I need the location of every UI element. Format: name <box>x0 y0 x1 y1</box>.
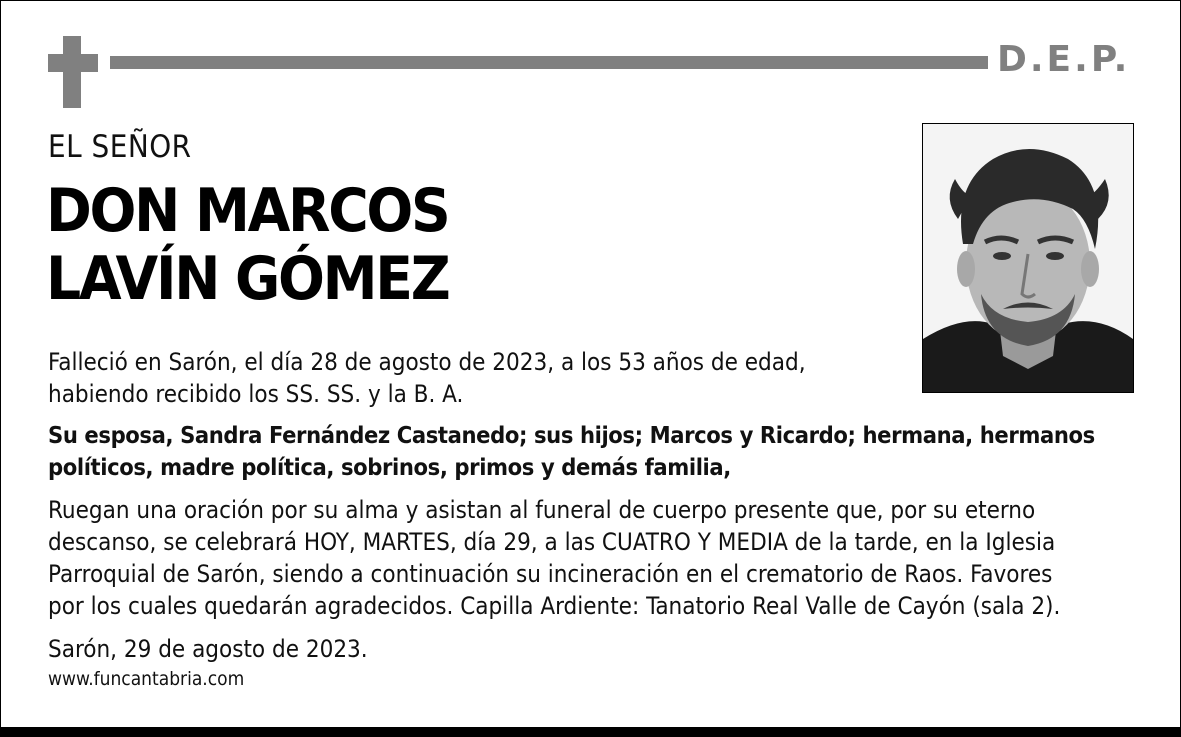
cross-icon <box>63 36 81 108</box>
request-line: por los cuales quedarán agradecidos. Capilla Ardiente: Tanatorio Real Valle de Cayón (sala 2). <box>48 592 1061 620</box>
name-line-2: LAVÍN GÓMEZ <box>46 244 449 314</box>
portrait-photo <box>922 123 1134 393</box>
deceased-name <box>46 177 449 313</box>
request-line: Parroquial de Sarón, siendo a continuación su incineración en el crematorio de Raos. Favores <box>48 560 1053 588</box>
website-link[interactable]: www.funcantabria.com <box>48 668 245 690</box>
dep-label: D.E.P. <box>997 39 1131 80</box>
funeral-request <box>48 494 1060 622</box>
name-line-1: DON MARCOS <box>46 176 449 246</box>
death-info <box>48 346 806 410</box>
cross-icon-bar <box>48 54 98 72</box>
death-info-line: Falleció en Sarón, el día 28 de agosto de 2023, a los 53 años de edad, <box>48 348 806 376</box>
request-line: Ruegan una oración por su alma y asistan al funeral de cuerpo presente que, por su eterno <box>48 496 1036 524</box>
death-info-line: habiendo recibido los SS. SS. y la B. A. <box>48 380 464 408</box>
place-date: Sarón, 29 de agosto de 2023. <box>48 635 368 663</box>
family-line: Su esposa, Sandra Fernández Castanedo; sus hijos; Marcos y Ricardo; hermana, hermanos <box>48 421 1095 449</box>
header-rule <box>110 56 988 69</box>
request-line: descanso, se celebrará HOY, MARTES, día 29, a las CUATRO Y MEDIA de la tarde, en la Iglesia <box>48 528 1056 556</box>
bottom-rule <box>0 727 1181 737</box>
notice-title: EL SEÑOR <box>48 129 192 165</box>
portrait-image <box>923 124 1133 392</box>
family-list <box>48 419 1095 483</box>
family-line: políticos, madre política, sobrinos, primos y demás familia, <box>48 453 731 481</box>
